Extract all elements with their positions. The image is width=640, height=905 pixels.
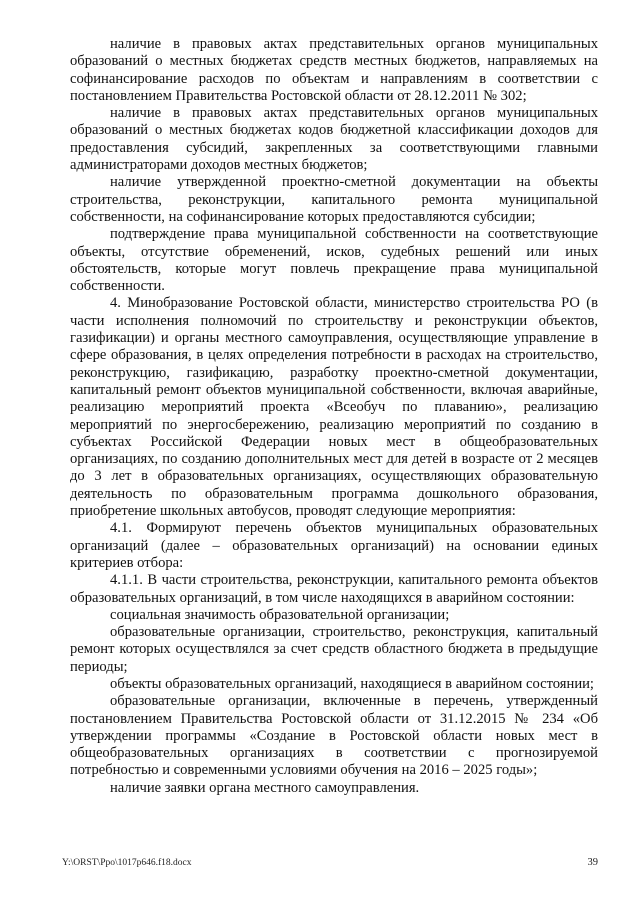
footer-file-path: Y:\ORST\Ppo\1017p646.f18.docx — [62, 858, 192, 868]
paragraph: наличие утвержденной проектно-сметной документации на объекты строительства, реконструкции, капитального ремонта муниципальной собственности, на софинансирование которых предоставляются субсидии; — [70, 174, 598, 225]
paragraph: 4.1.1. В части строительства, реконструкции, капитального ремонта объектов образовательных организаций, в том числе находящихся в аварийном состоянии: — [70, 572, 598, 606]
paragraph: наличие в правовых актах представительных органов муниципальных образований о местных бюджетах кодов бюджетной классификации доходов для предоставления субсидий, закрепленных за соответствующими главными администраторами доходов местных бюджетов; — [70, 105, 598, 174]
paragraph: 4.1. Формируют перечень объектов муниципальных образовательных организаций (далее – образовательных организаций) на основании единых критериев отбора: — [70, 520, 598, 571]
paragraph: наличие в правовых актах представительных органов муниципальных образований о местных бюджетах средств местных бюджетов, направляемых на софинансирование расходов по объектам и направлениям в соответствии с постановлением Правительства Ростовской области от 28.12.2011 № 302; — [70, 36, 598, 104]
paragraph: социальная значимость образовательной организации; — [110, 606, 450, 623]
page-number: 39 — [587, 857, 598, 868]
paragraph: образовательные организации, включенные в перечень, утвержденный постановлением Правительства Ростовской области от 31.12.2015 № 234 «Об утверждении программы «Создание в Ростовской области новых мест в общеобразовательных организациях в соответствии с прогнозируемой потребностью и современными условиями обучения на 2016 – 2025 годы»; — [70, 693, 598, 779]
paragraph: подтверждение права муниципальной собственности на соответствующие объекты, отсутствие обременений, исков, судебных решений или иных обстоятельств, которые могут повлечь прекращение права муниципальной собственности. — [70, 226, 598, 295]
paragraph: объекты образовательных организаций, находящиеся в аварийном состоянии; — [110, 675, 594, 692]
paragraph: наличие заявки органа местного самоуправления. — [110, 779, 420, 796]
paragraph: образовательные организации, строительство, реконструкция, капитальный ремонт которых осуществлялся за счет средств областного бюджета в предыдущие периоды; — [70, 624, 598, 675]
paragraph: 4. Минобразование Ростовской области, министерство строительства РО (в части исполнения полномочий по строительству и реконструкции объектов, газификации) и органы местного самоуправления, осуществляющие управление в сфере образования, в целях определения потребности в расходах на строительство, реконструкцию, газификацию, разработку проектно-сметной документации, капитальный ремонт объектов муниципальной собственности, включая аварийные, реализацию мероприятий проекта «Всеобуч по плаванию», реализацию мероприятий по энергосбережению, реализацию мероприятий по созданию в субъектах Российской Федерации новых мест в общеобразовательных организациях, по созданию дополнительных мест для детей в возрасте от 2 месяцев до 3 лет в образовательных организациях, осуществляющих образовательную деятельность по образовательным программа дошкольного образования, приобретение школьных автобусов, проводят следующие мероприятия: — [70, 295, 598, 520]
document-body — [70, 36, 598, 797]
